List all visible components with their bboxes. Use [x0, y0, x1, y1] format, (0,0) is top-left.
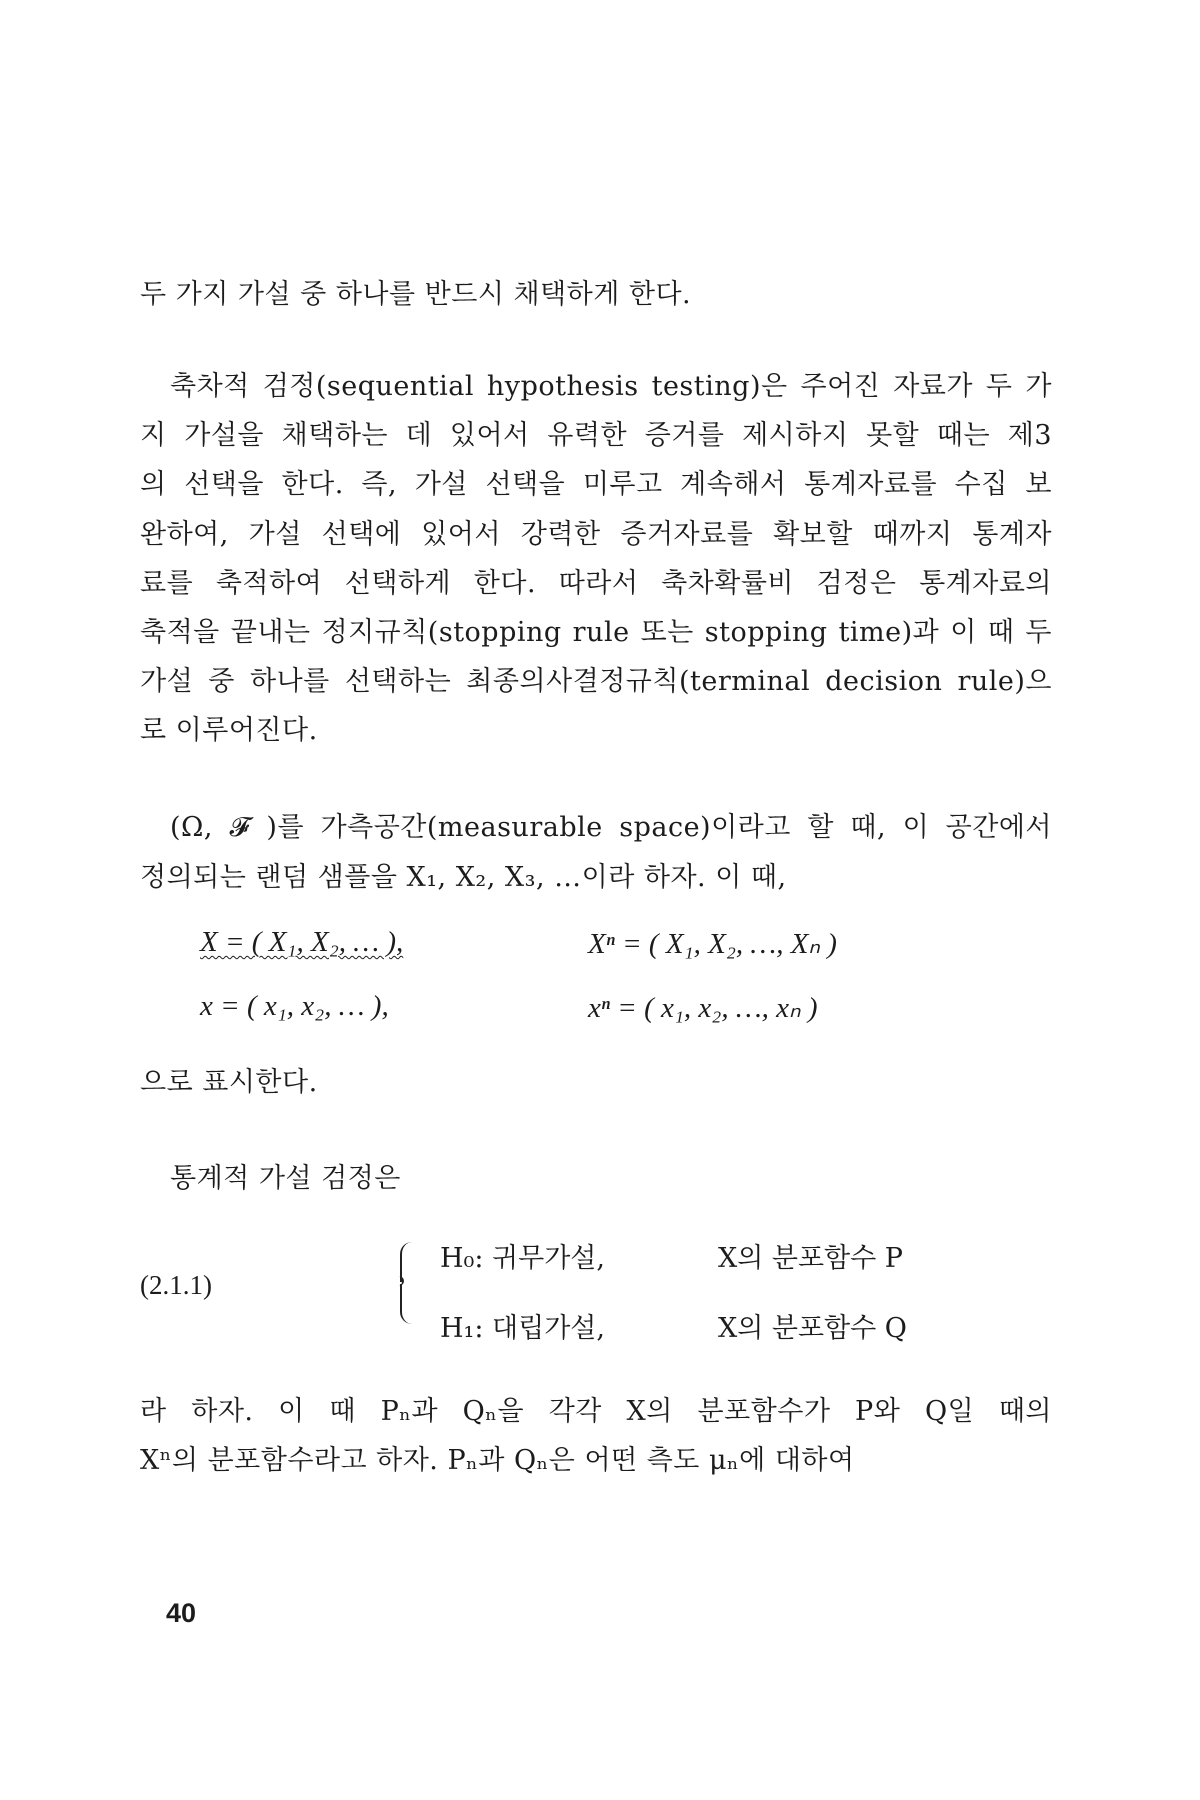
equation-text: xⁿ = ( x₁, x₂, …, xₙ ): [588, 992, 818, 1024]
equation-text: x = ( x₁, x₂, … ),: [200, 990, 389, 1022]
text-line: 완하여, 가설 선택에 있어서 강력한 증거자료를 확보할 때까지 통계자: [140, 518, 1052, 550]
text-line: 정의되는 랜덤 샘플을 X₁, X₂, X₃, …이라 하자. 이 때,: [140, 862, 787, 893]
text-line: 두 가지 가설 중 하나를 반드시 채택하게 한다.: [140, 279, 692, 310]
text-line: 으로 표시한다.: [140, 1067, 318, 1098]
page-number: 40: [166, 1598, 197, 1628]
text-line: (Ω, 𝓕 )를 가측공간(measurable space)이라고 할 때, 이 공간에서: [170, 812, 1052, 843]
text-line: 료를 축적하여 선택하게 한다. 따라서 축차확률비 검정은 통계자료의: [140, 567, 1052, 599]
equation-X-sequence: [200, 926, 403, 959]
alternative-hypothesis: H₁: 대립가설,: [440, 1313, 605, 1344]
alternative-distribution: X의 분포함수 Q: [718, 1313, 907, 1344]
paragraph-distributions: [140, 1387, 1052, 1485]
text-line: 축적을 끝내는 정지규칙(stopping rule 또는 stopping time)과 이 때 두: [140, 617, 1052, 649]
paragraph-notation: [140, 1060, 1052, 1099]
text-line: 라 하자. 이 때 Pₙ과 Qₙ을 각각 X의 분포함수가 P와 Q일 때의: [140, 1396, 1052, 1427]
text-line: 로 이루어진다.: [140, 715, 318, 747]
paragraph-intro: [140, 272, 1052, 311]
left-brace-top: [400, 1242, 414, 1282]
equation-number: (2.1.1): [140, 1270, 212, 1300]
equation-xn-sequence: [588, 990, 818, 1025]
left-brace-bottom: [400, 1284, 414, 1324]
null-hypothesis: H₀: 귀무가설,: [440, 1243, 605, 1274]
null-distribution: X의 분포함수 P: [718, 1243, 903, 1274]
paragraph-measurable-space: [140, 803, 1052, 903]
text-line: Xⁿ의 분포함수라고 하자. Pₙ과 Qₙ은 어떤 측도 μₙ에 대하여: [140, 1445, 855, 1476]
equation-Xn-sequence: [588, 926, 837, 961]
text-line: 축차적 검정(sequential hypothesis testing)은 주어진 자료가 두 가: [170, 371, 1052, 402]
text-line: 지 가설을 채택하는 데 있어서 유력한 증거를 제시하지 못할 때는 제3: [140, 420, 1052, 452]
equation-text: Xⁿ = ( X₁, X₂, …, Xₙ ): [588, 928, 837, 960]
paragraph-sequential-testing: [140, 362, 1052, 756]
equation-x-sequence: [200, 990, 389, 1023]
text-line: 의 선택을 한다. 즉, 가설 선택을 미루고 계속해서 통계자료를 수집 보: [140, 469, 1052, 501]
equation-text: X = ( X₁, X₂, … ),: [200, 926, 404, 958]
text-line: 가설 중 하나를 선택하는 최종의사결정규칙(terminal decision rule)으: [140, 666, 1052, 698]
paragraph-hypothesis-test: [140, 1156, 1052, 1195]
text-line: 통계적 가설 검정은: [170, 1163, 401, 1194]
